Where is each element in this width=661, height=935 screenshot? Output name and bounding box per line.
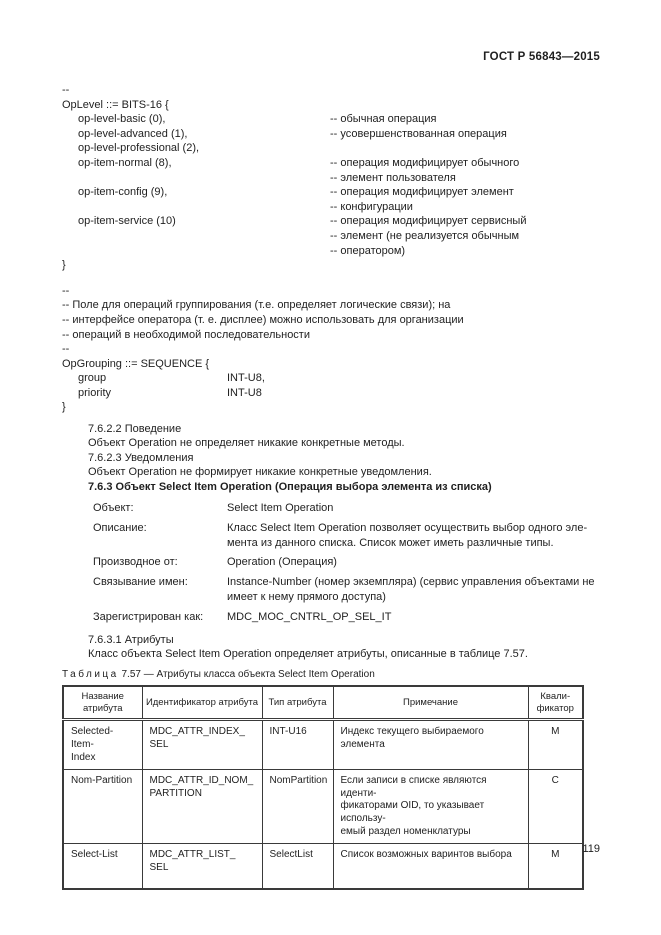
code-comment: -- интерфейсе оператора (т. е. дисплее) можно использовать для организации [62,313,464,326]
code-line [62,372,600,387]
code-line [62,215,600,230]
code-comment: -- конфигурации [330,200,413,213]
code-text: op-item-config (9), [78,186,168,199]
code-text: op-level-advanced (1), [78,127,188,140]
code-comment: -- операция модифицирует сервисный [330,215,527,228]
table-row [63,720,583,770]
code-comment: -- оператором) [330,244,406,257]
table-cell-attr-name: Select-List [63,844,142,889]
code-block-opgrouping [62,285,600,416]
table-header-qualifier: Квали- фикатор [528,686,583,720]
code-text: priority [78,386,112,399]
code-text: op-level-professional (2), [78,142,200,155]
code-text: -- [62,284,70,297]
code-line [62,245,600,260]
table-row [63,844,583,889]
table-cell-attr-id: MDC_ATTR_INDEX_ SEL [142,720,262,770]
code-comment: -- операция модифицирует элемент [330,186,514,199]
section-heading-attributes: 7.6.3.1 Атрибуты [88,633,174,646]
table-caption-text: 7.57 — Атрибуты класса объекта Select Item Operation [118,669,375,681]
table-caption [62,669,600,680]
code-comment: -- усовершенствованная операция [330,127,507,140]
code-text: op-item-service (10) [78,215,176,228]
table-cell-qualifier: M [528,844,583,889]
code-line [62,113,600,128]
definition-label: Зарегистрирован как: [93,610,204,623]
code-comment: -- обычная операция [330,113,437,126]
section-text-notifications: Объект Operation не формирует никакие конкретные уведомления. [88,466,432,479]
code-line [62,401,600,416]
code-block-oplevel [62,84,600,274]
definition-value: Select Item Operation [227,502,334,515]
code-text: } [62,259,66,272]
section-text-behavior: Объект Operation не определяет никакие конкретные методы. [88,437,405,450]
table-cell-attr-id: MDC_ATTR_LIST_ SEL [142,844,262,889]
code-type: INT-U8, [227,372,265,385]
code-text: op-level-basic (0), [78,113,166,126]
code-line [62,314,600,329]
section-heading-notifications: 7.6.2.3 Уведомления [88,451,194,464]
page-content [62,84,600,890]
code-line [62,285,600,300]
code-line [62,358,600,373]
definition-row [93,501,600,516]
section-text-attributes: Класс объекта Select Item Operation определяет атрибуты, описанные в таблице 7.57. [88,648,528,661]
definition-row [93,555,600,570]
code-line [62,186,600,201]
code-line [62,157,600,172]
code-line [62,128,600,143]
code-text: OpGrouping ::= SEQUENCE { [62,357,210,370]
definition-row [93,575,600,605]
code-text: group [78,372,107,385]
code-text: -- [62,84,70,96]
definition-label: Описание: [93,521,147,534]
code-line [62,142,600,157]
table-cell-note: Список возможных варинтов выбора [333,844,528,889]
definition-row [93,610,600,625]
section-heading-behavior: 7.6.2.2 Поведение [88,423,182,436]
code-comment: -- операция модифицирует обычного [330,156,520,169]
code-comment: -- элемент (не реализуется обычным [330,229,520,242]
table-row [63,770,583,844]
code-comment: -- операций в необходимой последовательности [62,328,310,341]
page-number: 119 [582,843,600,855]
table-header-note: Примечание [333,686,528,720]
code-line [62,259,600,274]
table-cell-attr-type: SelectList [262,844,333,889]
attributes-section [88,633,600,662]
table-header-row [63,686,583,720]
definition-label: Связывание имен: [93,576,188,589]
code-type: INT-U8 [227,386,262,399]
table-header-attr-id: Идентификатор атрибута [142,686,262,720]
code-line [62,201,600,216]
code-line [62,84,600,99]
definition-value: Operation (Операция) [227,556,337,569]
code-line [62,230,600,245]
definition-value: Класс Select Item Operation позволяет осуществить выбор одного эле- мента из данного списка. Список может иметь различные типы. [227,521,588,549]
body-paragraphs [88,422,600,494]
definition-list [93,501,600,625]
document-header: ГОСТ Р 56843—2015 [483,51,600,63]
table-cell-attr-type: INT-U16 [262,720,333,770]
code-line [62,387,600,402]
table-cell-attr-name: Selected-Item- Index [63,720,142,770]
code-text: OpLevel ::= BITS-16 { [62,98,169,111]
table-cell-note: Если записи в списке являются иденти- фикаторами OID, то указывает использу- емый раздел номенклатуры [333,770,528,844]
definition-value: MDC_MOC_CNTRL_OP_SEL_IT [227,610,392,623]
table-cell-attr-id: MDC_ATTR_ID_NOM_ PARTITION [142,770,262,844]
code-line [62,172,600,187]
table-cell-attr-name: Nom-Partition [63,770,142,844]
table-header-attr-type: Тип атрибута [262,686,333,720]
code-line [62,99,600,114]
table-cell-qualifier: M [528,720,583,770]
code-line [62,343,600,358]
code-line [62,329,600,344]
definition-value: Instance-Number (номер экземпляра) (сервис управления объектами не имеет к нему прямого доступа) [227,576,595,604]
table-cell-qualifier: C [528,770,583,844]
table-header-attr-name: Название атрибута [63,686,142,720]
attributes-table [62,685,584,889]
definition-label: Производное от: [93,556,178,569]
definition-label: Объект: [93,502,134,515]
code-text: } [62,401,66,414]
table-cell-attr-type: NomPartition [262,770,333,844]
definition-row [93,521,600,551]
table-cell-note: Индекс текущего выбираемого элемента [333,720,528,770]
code-text: -- [62,343,70,356]
code-line [62,299,600,314]
code-text: op-item-normal (8), [78,156,172,169]
section-heading-select-item-operation: 7.6.3 Объект Select Item Operation (Операция выбора элемента из списка) [88,480,492,493]
code-comment: -- Поле для операций группирования (т.е. определяет логические связи); на [62,299,451,312]
code-comment: -- элемент пользователя [330,171,456,184]
table-caption-word: Таблица [62,669,119,681]
